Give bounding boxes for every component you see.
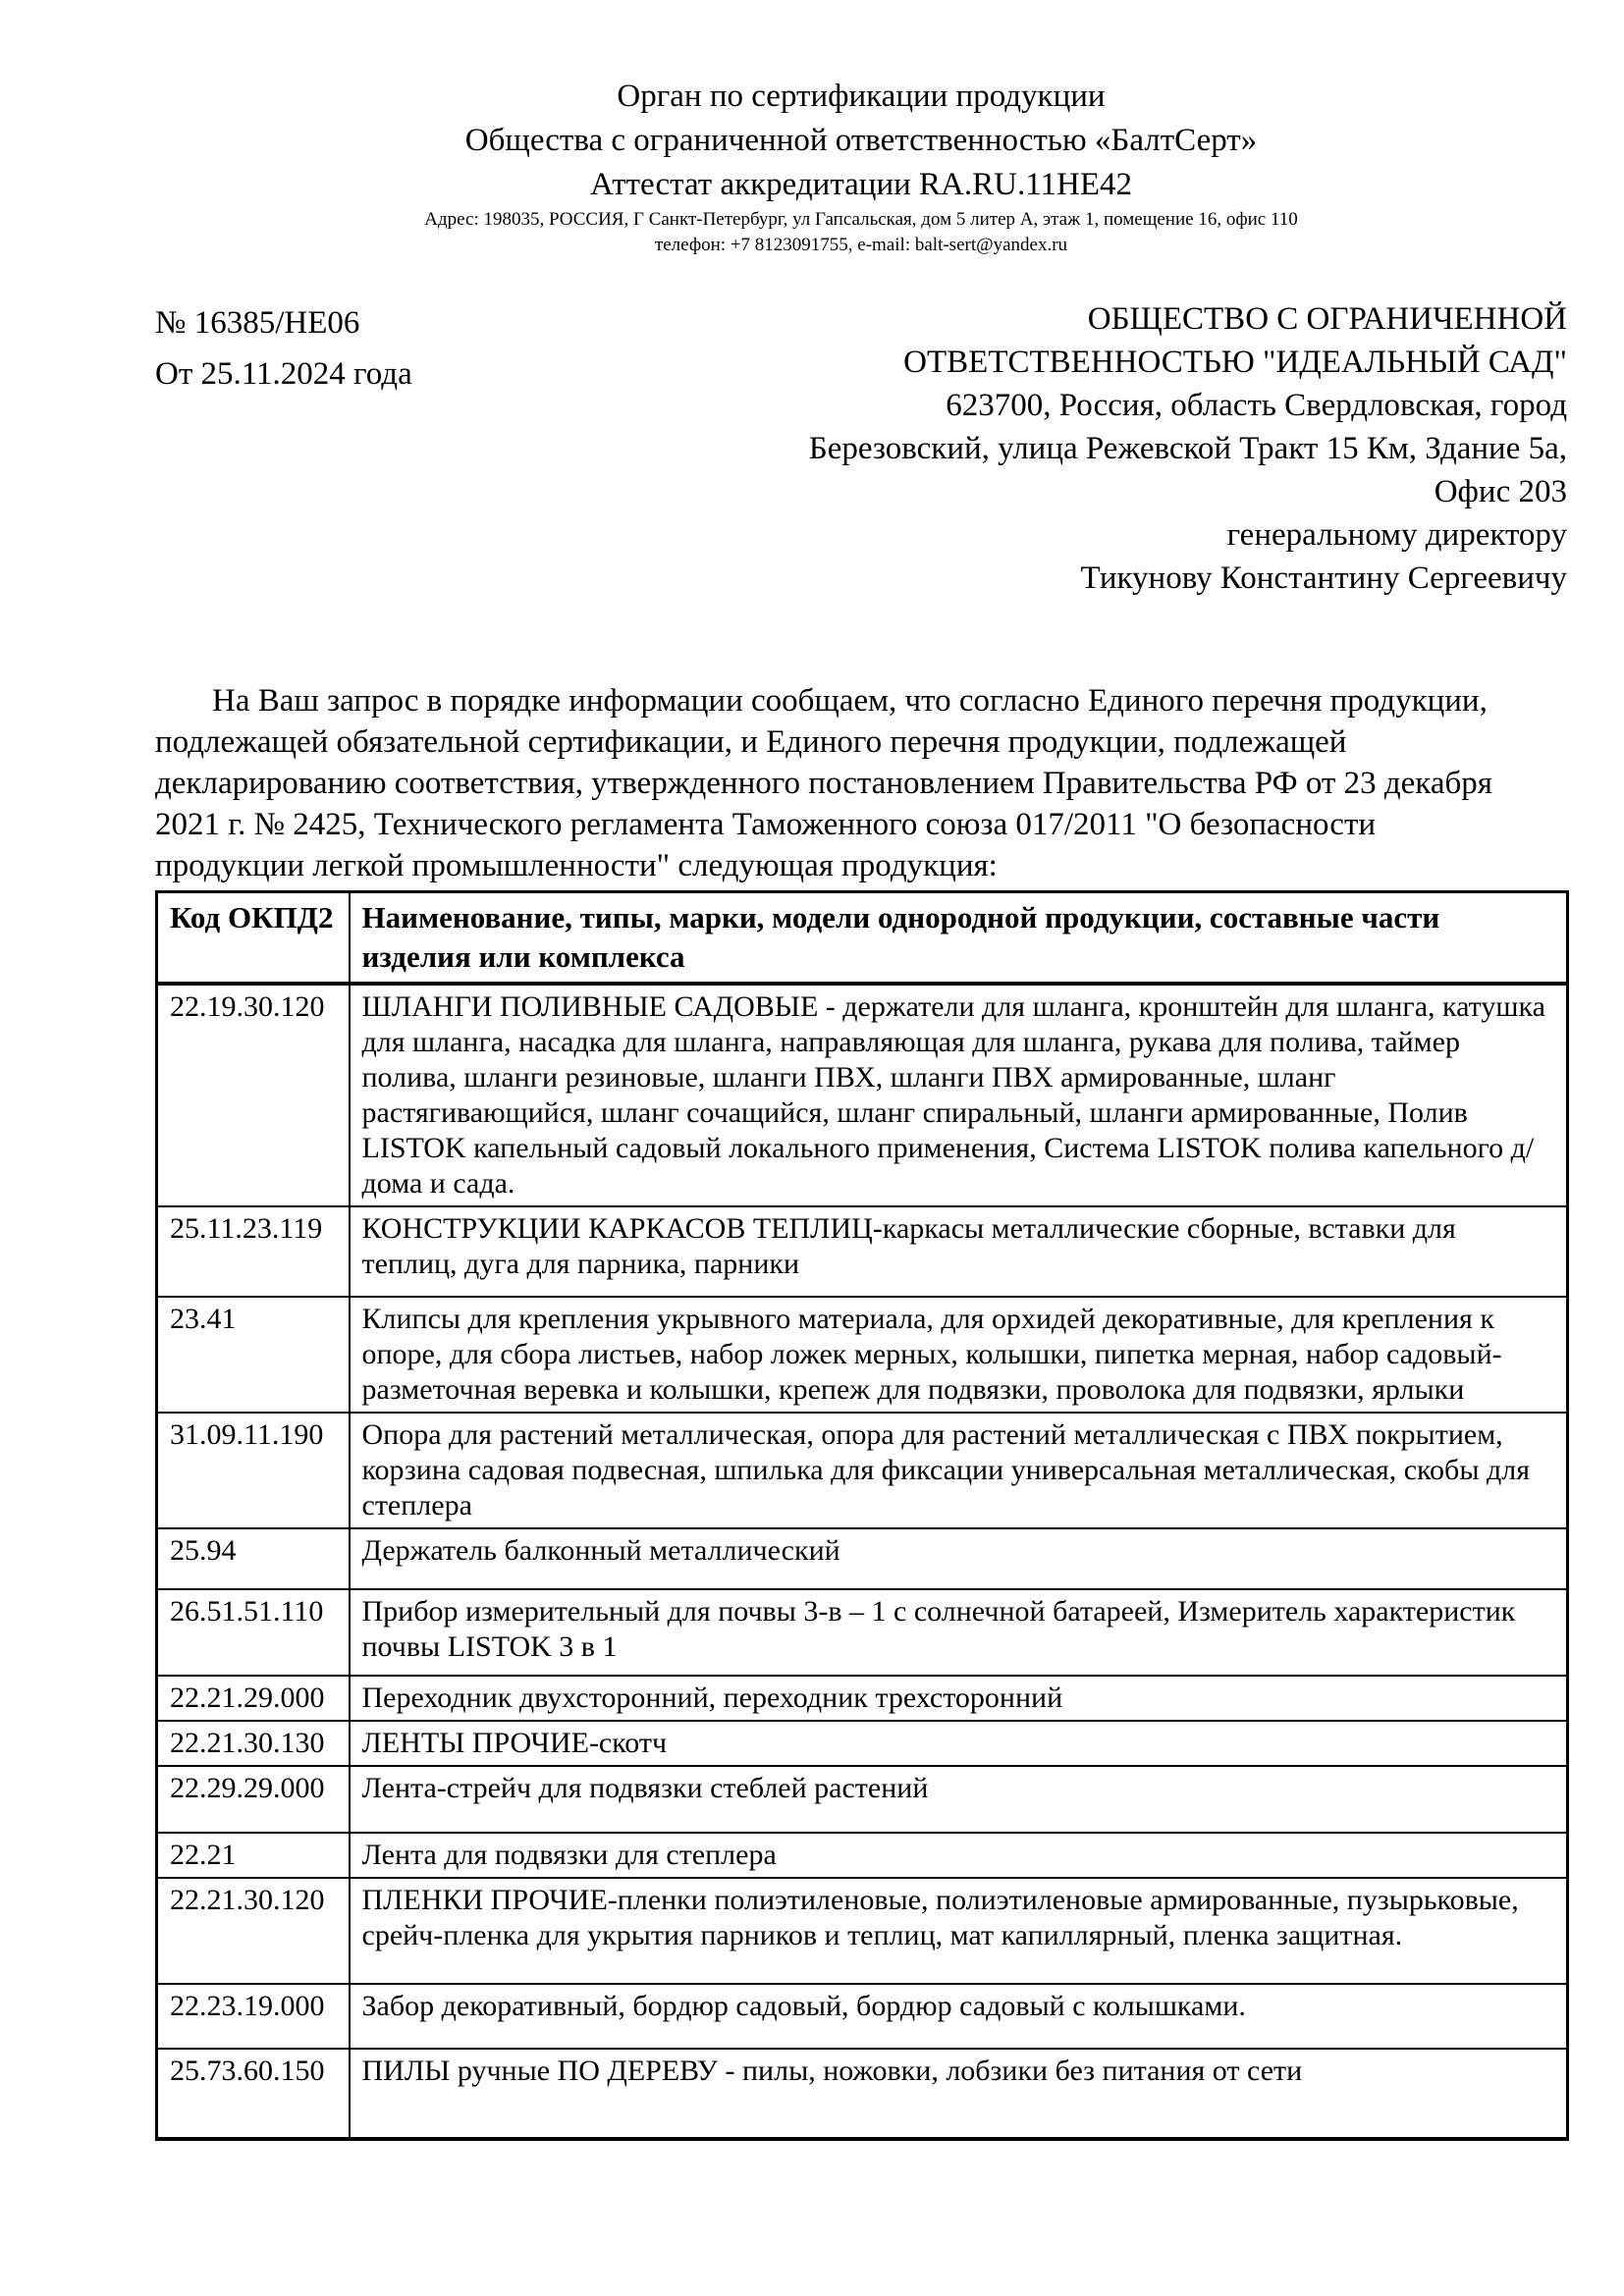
okpd-code-cell: 26.51.51.110 — [157, 1589, 350, 1676]
table-row — [157, 1297, 1568, 1413]
okpd-code-cell: 23.41 — [157, 1297, 350, 1413]
product-description-cell: Забор декоративный, бордюр садовый, бордюр садовый с колышками. — [350, 1984, 1568, 2049]
product-description-cell: Лента-стрейч для подвязки стеблей растений — [350, 1766, 1568, 1833]
table-row — [157, 1984, 1568, 2049]
table-row — [157, 1878, 1568, 1984]
table-row — [157, 1528, 1568, 1589]
recipient-line: Березовский, улица Режевской Тракт 15 Км, Здание 5а, — [808, 431, 1567, 466]
recipient-line: 623700, Россия, область Свердловская, город — [946, 388, 1567, 423]
okpd-code-cell: 22.19.30.120 — [157, 984, 350, 1206]
product-description-cell: ЛЕНТЫ ПРОЧИЕ-скотч — [350, 1721, 1568, 1766]
product-description-cell: Лента для подвязки для степлера — [350, 1833, 1568, 1878]
table-row — [157, 1589, 1568, 1676]
table-row — [157, 1766, 1568, 1833]
letter-date: От 25.11.2024 года — [155, 356, 412, 392]
okpd-code-header: Код ОКПД2 — [157, 892, 350, 985]
org-name-line1: Орган по сертификации продукции — [617, 79, 1106, 114]
recipient-line: генеральному директору — [1226, 517, 1567, 553]
product-description-cell: Переходник двухсторонний, переходник трехсторонний — [350, 1676, 1568, 1721]
okpd-code-cell: 22.23.19.000 — [157, 1984, 350, 2049]
accreditation-line: Аттестат аккредитации RA.RU.11HE42 — [590, 167, 1132, 202]
letterhead — [155, 0, 1567, 258]
products-table — [155, 890, 1569, 2141]
product-description-cell: Прибор измерительный для почвы 3-в – 1 с солнечной батареей, Измеритель характеристик почвы LISTOK 3 в 1 — [350, 1589, 1568, 1676]
table-row — [157, 2049, 1568, 2139]
table-row — [157, 1413, 1568, 1528]
product-description-cell: ШЛАНГИ ПОЛИВНЫЕ САДОВЫЕ - держатели для шланга, кронштейн для шланга, катушка для шланга, насадка для шланга, направляющая для шланга, рукава для полива, таймер полива, шланги резиновые, шланги ПВХ, шланги ПВХ армированные, шланг растягивающийся, шланг сочащийся, шланг спиральный, шланги армированные, Полив LISTOK капельный садовый локального применения, Система LISTOK полива капельного д/дома и сада. — [350, 984, 1568, 1206]
okpd-code-cell: 25.11.23.119 — [157, 1206, 350, 1297]
letter-number: № 16385/HE06 — [155, 305, 360, 341]
recipient-line: Офис 203 — [1434, 474, 1567, 509]
okpd-code-cell: 22.21.29.000 — [157, 1676, 350, 1721]
product-description-cell: Опора для растений металлическая, опора для растений металлическая с ПВХ покрытием, корзина садовая подвесная, шпилька для фиксации универсальная металлическая, скобы для степлера — [350, 1413, 1568, 1528]
reference-block — [155, 297, 412, 400]
table-row — [157, 984, 1568, 1206]
table-row — [157, 1676, 1568, 1721]
product-description-cell: ПЛЕНКИ ПРОЧИЕ-пленки полиэтиленовые, полиэтиленовые армированные, пузырьковые, срейч-пленка для укрытия парников и теплиц, мат капиллярный, пленка защитная. — [350, 1878, 1568, 1984]
org-contacts-line: телефон: +7 8123091755, e-mail: balt-sert@yandex.ru — [654, 235, 1068, 255]
body-paragraph: На Ваш запрос в порядке информации сообщаем, что согласно Единого перечня продукции, подлежащей обязательной сертификации, и Единого перечня продукции, подлежащей декларированию соответствия, утвержденного постановлением Правительства РФ от 23 декабря 2021 г. № 2425, Технического регламента Таможенного союза 017/2011 "О безопасности продукции легкой промышленности" следующая продукция: — [155, 683, 1492, 883]
okpd-code-cell: 22.21.30.130 — [157, 1721, 350, 1766]
product-description-cell: Клипсы для крепления укрывного материала, для орхидей декоративные, для крепления к опоре, для сбора листьев, набор ложек мерных, колышки, пипетка мерная, набор садовый-разметочная веревка и колышки, крепеж для подвязки, проволока для подвязки, ярлыки — [350, 1297, 1568, 1413]
okpd-code-cell: 25.73.60.150 — [157, 2049, 350, 2139]
product-description-cell: ПИЛЫ ручные ПО ДЕРЕВУ - пилы, ножовки, лобзики без питания от сети — [350, 2049, 1568, 2139]
reference-recipient-row — [155, 297, 1567, 600]
okpd-code-cell: 22.21.30.120 — [157, 1878, 350, 1984]
org-address-line: Адрес: 198035, РОССИЯ, Г Санкт-Петербург, ул Гапсальская, дом 5 литер А, этаж 1, помещение 16, офис 110 — [424, 209, 1298, 230]
table-row — [157, 1721, 1568, 1766]
okpd-code-cell: 25.94 — [157, 1528, 350, 1589]
table-row — [157, 1206, 1568, 1297]
okpd-code-cell: 22.29.29.000 — [157, 1766, 350, 1833]
product-description-cell: КОНСТРУКЦИИ КАРКАСОВ ТЕПЛИЦ-каркасы металлические сборные, вставки для теплиц, дуга для парника, парники — [350, 1206, 1568, 1297]
product-description-cell: Держатель балконный металлический — [350, 1528, 1568, 1589]
recipient-line: ОБЩЕСТВО С ОГРАНИЧЕННОЙ — [1087, 301, 1567, 337]
okpd-code-cell: 31.09.11.190 — [157, 1413, 350, 1528]
product-description-header: Наименование, типы, марки, модели однородной продукции, составные части изделия или комплекса — [350, 892, 1568, 985]
org-name-line2: Общества с ограниченной ответственностью «БалтСерт» — [464, 123, 1258, 158]
recipient-block — [809, 297, 1567, 600]
okpd-code-cell: 22.21 — [157, 1833, 350, 1878]
table-header-row — [157, 892, 1568, 985]
recipient-line: ОТВЕТСТВЕННОСТЬЮ "ИДЕАЛЬНЫЙ САД" — [903, 345, 1567, 380]
table-row — [157, 1833, 1568, 1878]
recipient-line: Тикунову Константину Сергеевичу — [1080, 561, 1567, 596]
